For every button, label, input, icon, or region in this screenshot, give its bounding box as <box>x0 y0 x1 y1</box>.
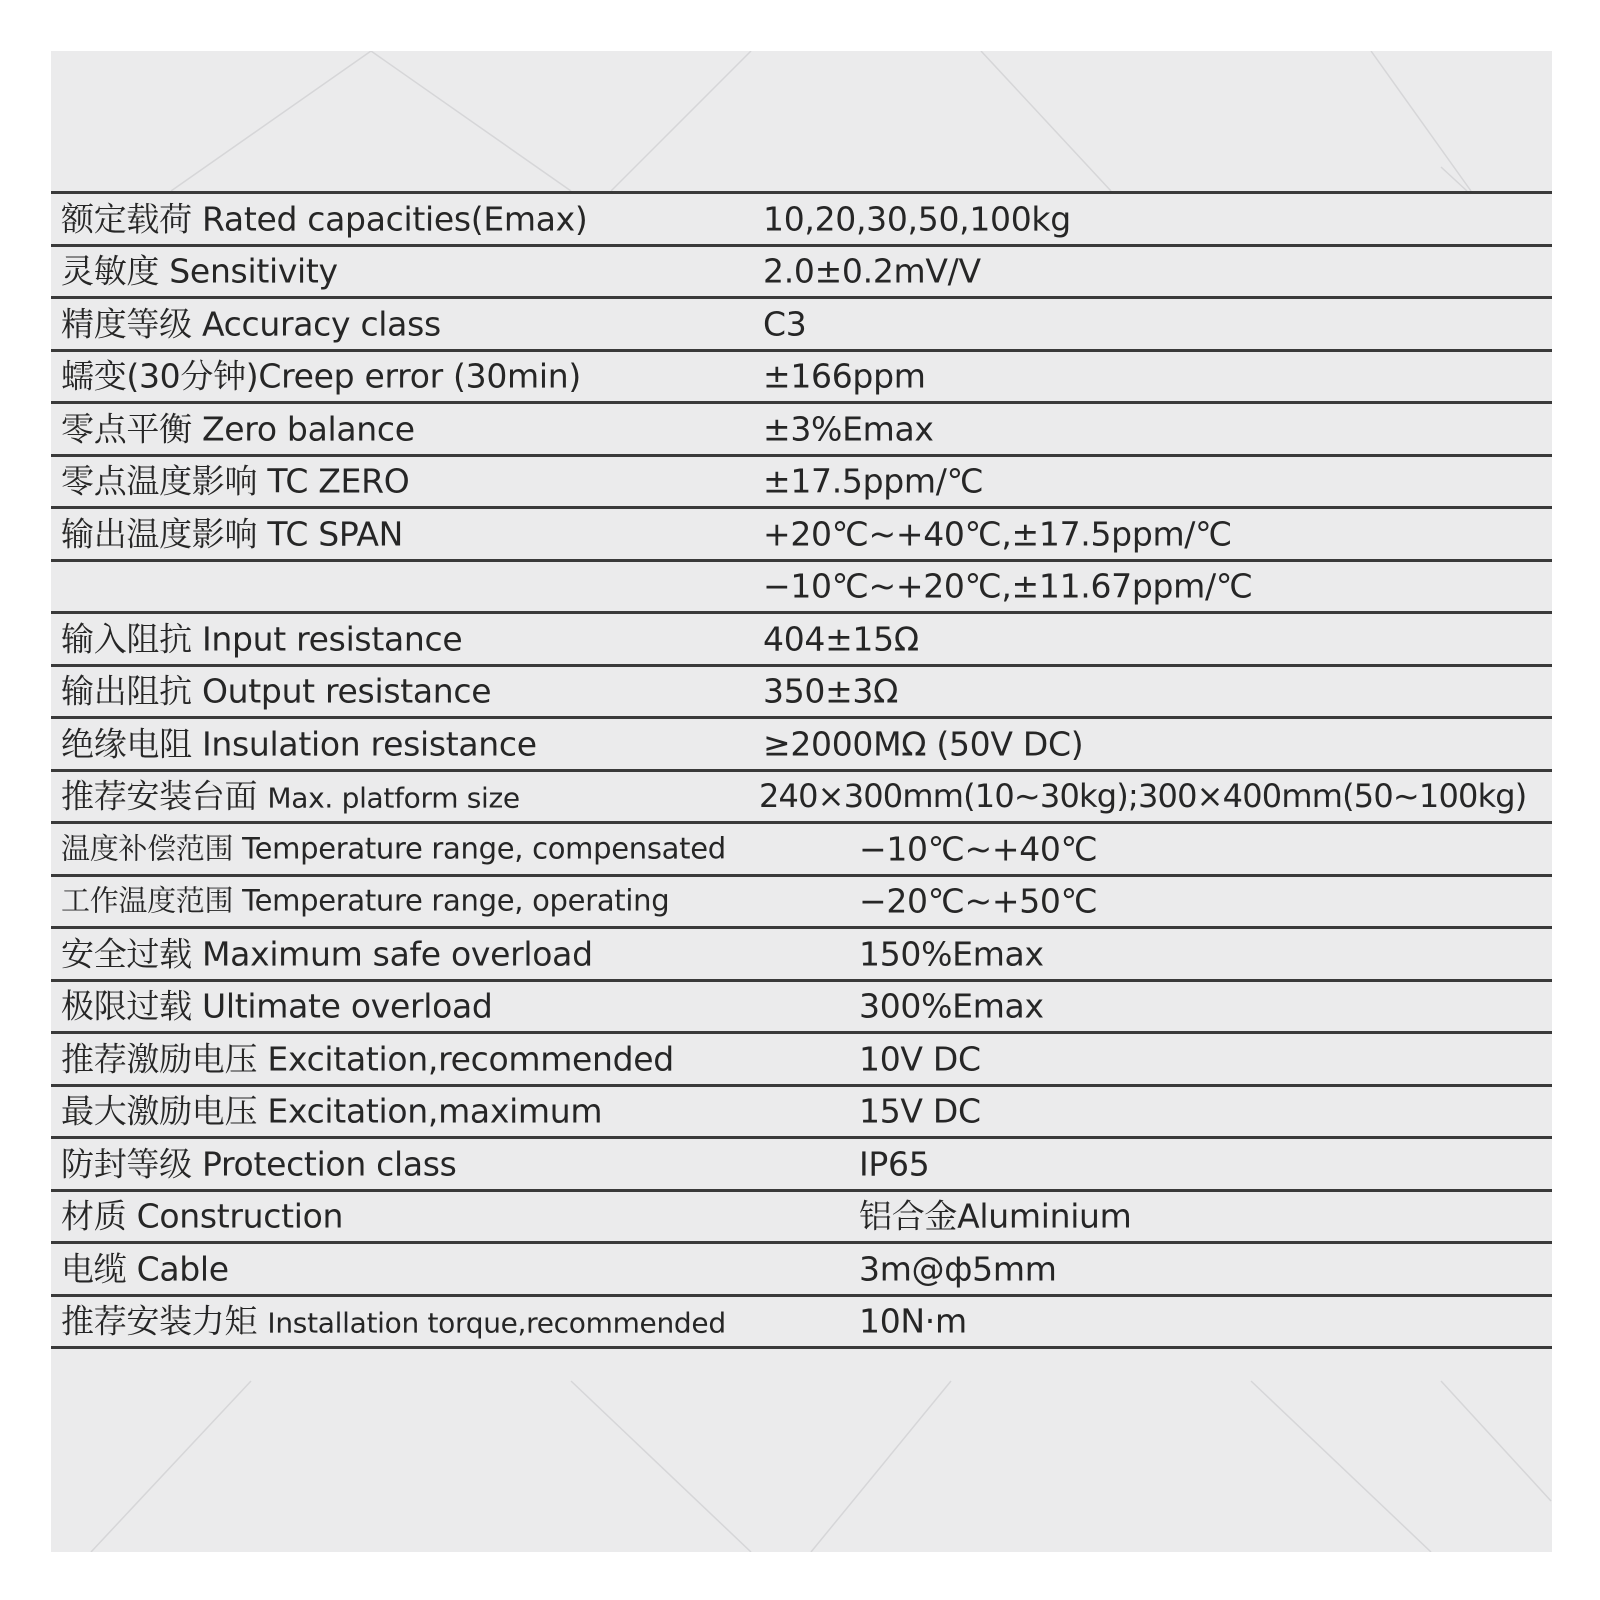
spec-row-zero-balance <box>51 404 1552 457</box>
spec-row-platform-size <box>51 772 1552 825</box>
spec-label: 输出阻抗 Output resistance <box>61 671 492 711</box>
spec-table <box>51 191 1552 1349</box>
spec-label: 灵敏度 Sensitivity <box>61 251 338 291</box>
spec-value: ±166ppm <box>763 356 926 396</box>
spec-label: 输入阻抗 Input resistance <box>61 619 463 659</box>
spec-value: +20℃~+40℃,±17.5ppm/℃ <box>763 514 1232 554</box>
spec-label: 额定载荷 Rated capacities(Emax) <box>61 199 588 239</box>
spec-label: 零点温度影响 TC ZERO <box>61 461 410 501</box>
spec-value: 404±15Ω <box>763 619 919 659</box>
spec-value: C3 <box>763 304 807 344</box>
spec-label: 蠕变(30分钟)Creep error (30min) <box>61 356 581 396</box>
spec-row-tc-zero <box>51 457 1552 510</box>
spec-value: −10℃~+40℃ <box>859 829 1098 869</box>
spec-label-en: Max. platform size <box>267 781 520 815</box>
spec-value: 150%Emax <box>859 934 1044 974</box>
spec-label: 输出温度影响 TC SPAN <box>61 514 404 554</box>
spec-label: 极限过载 Ultimate overload <box>61 986 493 1026</box>
spec-value: 300%Emax <box>859 986 1044 1026</box>
spec-row-tc-span-continued <box>51 562 1552 615</box>
spec-label: 安全过载 Maximum safe overload <box>61 934 593 974</box>
spec-value: 2.0±0.2mV/V <box>763 251 981 291</box>
spec-value: 10N·m <box>859 1301 967 1341</box>
spec-label: 温度补偿范围 Temperature range, compensated <box>61 831 726 866</box>
spec-label-cn: 推荐安装力矩 <box>61 1301 258 1341</box>
spec-label: 精度等级 Accuracy class <box>61 304 441 344</box>
spec-row-insulation-resistance <box>51 719 1552 772</box>
spec-row-installation-torque <box>51 1297 1552 1350</box>
spec-label: 绝缘电阻 Insulation resistance <box>61 724 537 764</box>
spec-sheet-panel <box>51 51 1552 1552</box>
spec-row-accuracy-class <box>51 299 1552 352</box>
spec-value: 240×300mm(10~30kg);300×400mm(50~100kg) <box>759 777 1527 816</box>
spec-label: 防封等级 Protection class <box>61 1144 457 1184</box>
spec-value: 350±3Ω <box>763 671 899 711</box>
spec-value: ±3%Emax <box>763 409 934 449</box>
spec-row-excitation-maximum <box>51 1087 1552 1140</box>
spec-value: 10V DC <box>859 1039 981 1079</box>
spec-row-temp-operating <box>51 877 1552 930</box>
spec-label: 电缆 Cable <box>61 1249 229 1289</box>
spec-row-sensitivity <box>51 247 1552 300</box>
spec-label-en: Installation torque,recommended <box>267 1306 726 1340</box>
spec-value: 10,20,30,50,100kg <box>763 199 1071 239</box>
spec-row-rated-capacities <box>51 194 1552 247</box>
spec-label: 零点平衡 Zero balance <box>61 409 415 449</box>
spec-label: 材质 Construction <box>61 1196 344 1236</box>
spec-value: 3m@ф5mm <box>859 1249 1057 1289</box>
spec-value: 15V DC <box>859 1091 981 1131</box>
spec-row-creep-error <box>51 352 1552 405</box>
spec-value: −20℃~+50℃ <box>859 881 1098 921</box>
spec-row-excitation-recommended <box>51 1034 1552 1087</box>
spec-row-cable <box>51 1244 1552 1297</box>
spec-row-construction <box>51 1192 1552 1245</box>
spec-label <box>61 1301 726 1341</box>
spec-label: 推荐激励电压 Excitation,recommended <box>61 1039 674 1079</box>
spec-row-input-resistance <box>51 614 1552 667</box>
spec-value: ±17.5ppm/℃ <box>763 461 984 501</box>
spec-row-temp-compensated <box>51 824 1552 877</box>
spec-label: 最大激励电压 Excitation,maximum <box>61 1091 603 1131</box>
spec-label-cn: 推荐安装台面 <box>61 776 258 816</box>
spec-row-output-resistance <box>51 667 1552 720</box>
spec-value: IP65 <box>859 1144 930 1184</box>
spec-row-ultimate-overload <box>51 982 1552 1035</box>
spec-row-protection-class <box>51 1139 1552 1192</box>
spec-value: 铝合金Aluminium <box>859 1196 1132 1236</box>
spec-row-safe-overload <box>51 929 1552 982</box>
spec-value: ≥2000MΩ (50V DC) <box>763 724 1084 764</box>
spec-value: −10℃~+20℃,±11.67ppm/℃ <box>763 566 1253 606</box>
spec-row-tc-span <box>51 509 1552 562</box>
spec-label <box>61 776 520 816</box>
spec-label: 工作温度范围 Temperature range, operating <box>61 883 670 918</box>
